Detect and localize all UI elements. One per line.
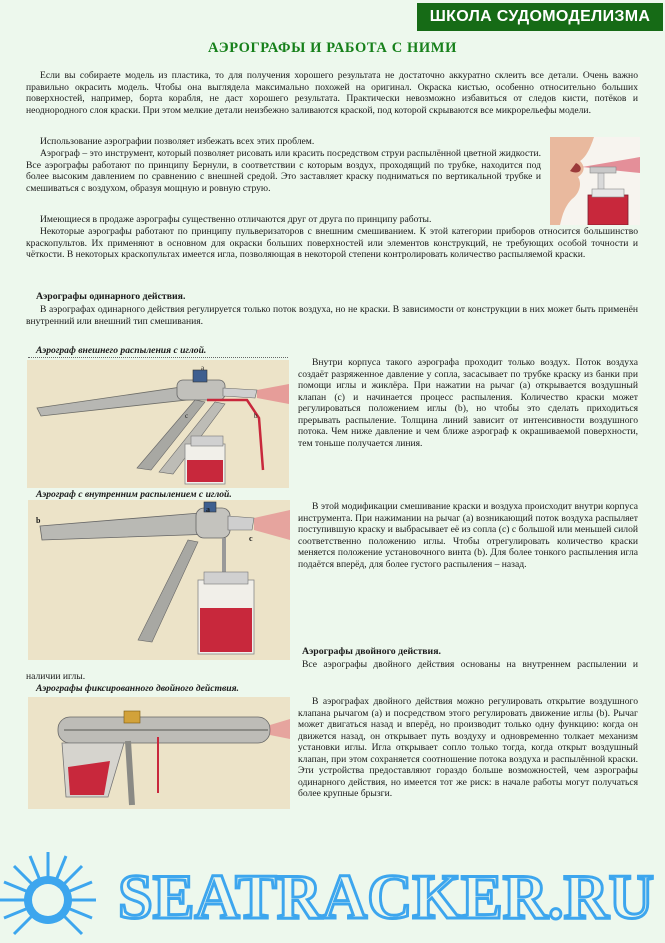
intro-paragraph-3: Аэрограф – это инструмент, который позволяет рисовать или красить посредством струи распылённой цветной жидкости. Все аэрографы работают по принципу Бернули, в соответствии с которым воздух, проходящий по трубке, находится под более высоким давлением по сравнению с внешней средой. Это заставляет краску подниматься по вертикальной трубке и смешиваться с воздухом, образуя мощную и ровную струю. [26,148,541,194]
section-header-badge: ШКОЛА СУДОМОДЕЛИЗМА [417,3,663,31]
internal-airbrush-paragraph: В этой модификации смешивание краски и воздуха происходит внутри корпуса инструмента. При нажимании на рычаг (а) возникающий поток воздуха распыляет поступившую краску и выбрасывает её из сопла (с) с большой или меньшей силой соответственно положению иглы. Чтобы отрегулировать количество краски меняется положение установочного винта (b). Для более тонкого распыления игла подаётся вперёд, для более густого распыления – назад. [298,501,638,570]
internal-label-b: b [36,516,41,525]
double-action-paragraph: Все аэрографы двойного действия основаны на внутреннем распылении и наличии иглы. [26,659,638,682]
internal-label-c: c [249,534,253,543]
external-label-a: a [201,364,205,372]
sun-logo-icon [0,848,110,943]
double-action-airbrush-illustration [28,697,290,809]
single-action-paragraph: В аэрографах одинарного действия регулируется только поток воздуха, но не краски. В зависимости от конструкции в них может быть применён внутренний или внешний тип смешивания. [26,304,638,327]
intro-paragraph-1: Если вы собираете модель из пластика, то для получения хорошего результата не достаточно аккуратно склеить все детали. Очень важно правильно окрасить модель. Чтобы она выглядела максимально похожей на оригинал. Окраска кистью, особенно относительно больших поверхностей, например, борта корабля, не даст хорошего результата. Практически невозможно избавиться от следов кисти, потёков и неоднородного слоя краски. При этом мелкие детали неизбежно заливаются краской, под которой скрываются все микрорельефы модели. [26,70,638,116]
caption-divider [28,357,288,359]
mouth-atomizer-illustration [550,137,640,225]
internal-mix-airbrush-illustration [28,500,290,660]
intro-paragraph-5: Некоторые аэрографы работают по принципу пульверизаторов с внешним смешиванием. К этой категории приборов относится большинство краскопультов. Их применяют в основном для окраски больших поверхностей или элементов конструкций, не требующих особой точности и чёткости. В некоторых краскопультах имеется игла, позволяющая в некоторой степени контролировать количество распыляемой краски. [26,226,638,261]
external-label-c: c [185,412,189,420]
external-airbrush-caption: Аэрограф внешнего распыления с иглой. [36,345,207,356]
external-airbrush-paragraph: Внутри корпуса такого аэрографа проходит только воздух. Поток воздуха создаёт разряженное давление у сопла, засасывает по трубке краску из банки при помощи иглы и жиклёра. При нажатии на рычаг (а) открывается воздушный клапан (с) и начинается процесс распыления. Количество краски может регулироваться положением иглы (b), но чтобы это сделать приходиться прерывать распыление. Толщина линий зависит от интенсивности воздушного потока. Чем ниже давление и чем ближе аэрограф к окрашиваемой поверхности, тем тоньше получается линия. [298,357,638,449]
single-action-heading: Аэрографы одинарного действия. [36,291,186,302]
external-label-b: b [254,412,258,420]
double-action-heading: Аэрографы двойного действия. [302,646,441,657]
intro-paragraph-2: Использование аэрографии позволяет избежать всех этих проблем. [40,136,315,147]
internal-airbrush-caption: Аэрограф с внутренним распылением с иглой. [36,489,232,500]
internal-label-a: a [206,505,210,514]
watermark-text: SEATRACKER.RU [118,861,654,932]
page-title: АЭРОГРАФЫ И РАБОТА С НИМИ [208,40,457,56]
external-mix-airbrush-illustration [27,360,289,488]
fixed-double-action-caption: Аэрографы фиксированного двойного действия. [36,683,239,694]
fixed-double-action-paragraph: В аэрографах двойного действия можно регулировать открытие воздушного клапана рычагом (а) и посредством этого регулировать движение иглы (b). Рычаг может двигаться назад и вперёд, но производит только одну функцию: когда он движется назад, он открывает путь воздуху и одновременно толкает механизм установки иглы. Игла открывает сопло только тогда, когда открыт воздушный клапан, при этом сохраняется соотношение потока воздуха и распылённой краски. Эти устройства предоставляют гораздо больше возможностей, чем аэрографы одинарного действия, но имеется тот же риск: в начале работы могут получаться более крупные брызги. [298,696,638,800]
seatracker-watermark [118,858,658,932]
intro-paragraph-4: Имеющиеся в продаже аэрографы существенно отличаются друг от друга по принципу работы. [40,214,432,225]
